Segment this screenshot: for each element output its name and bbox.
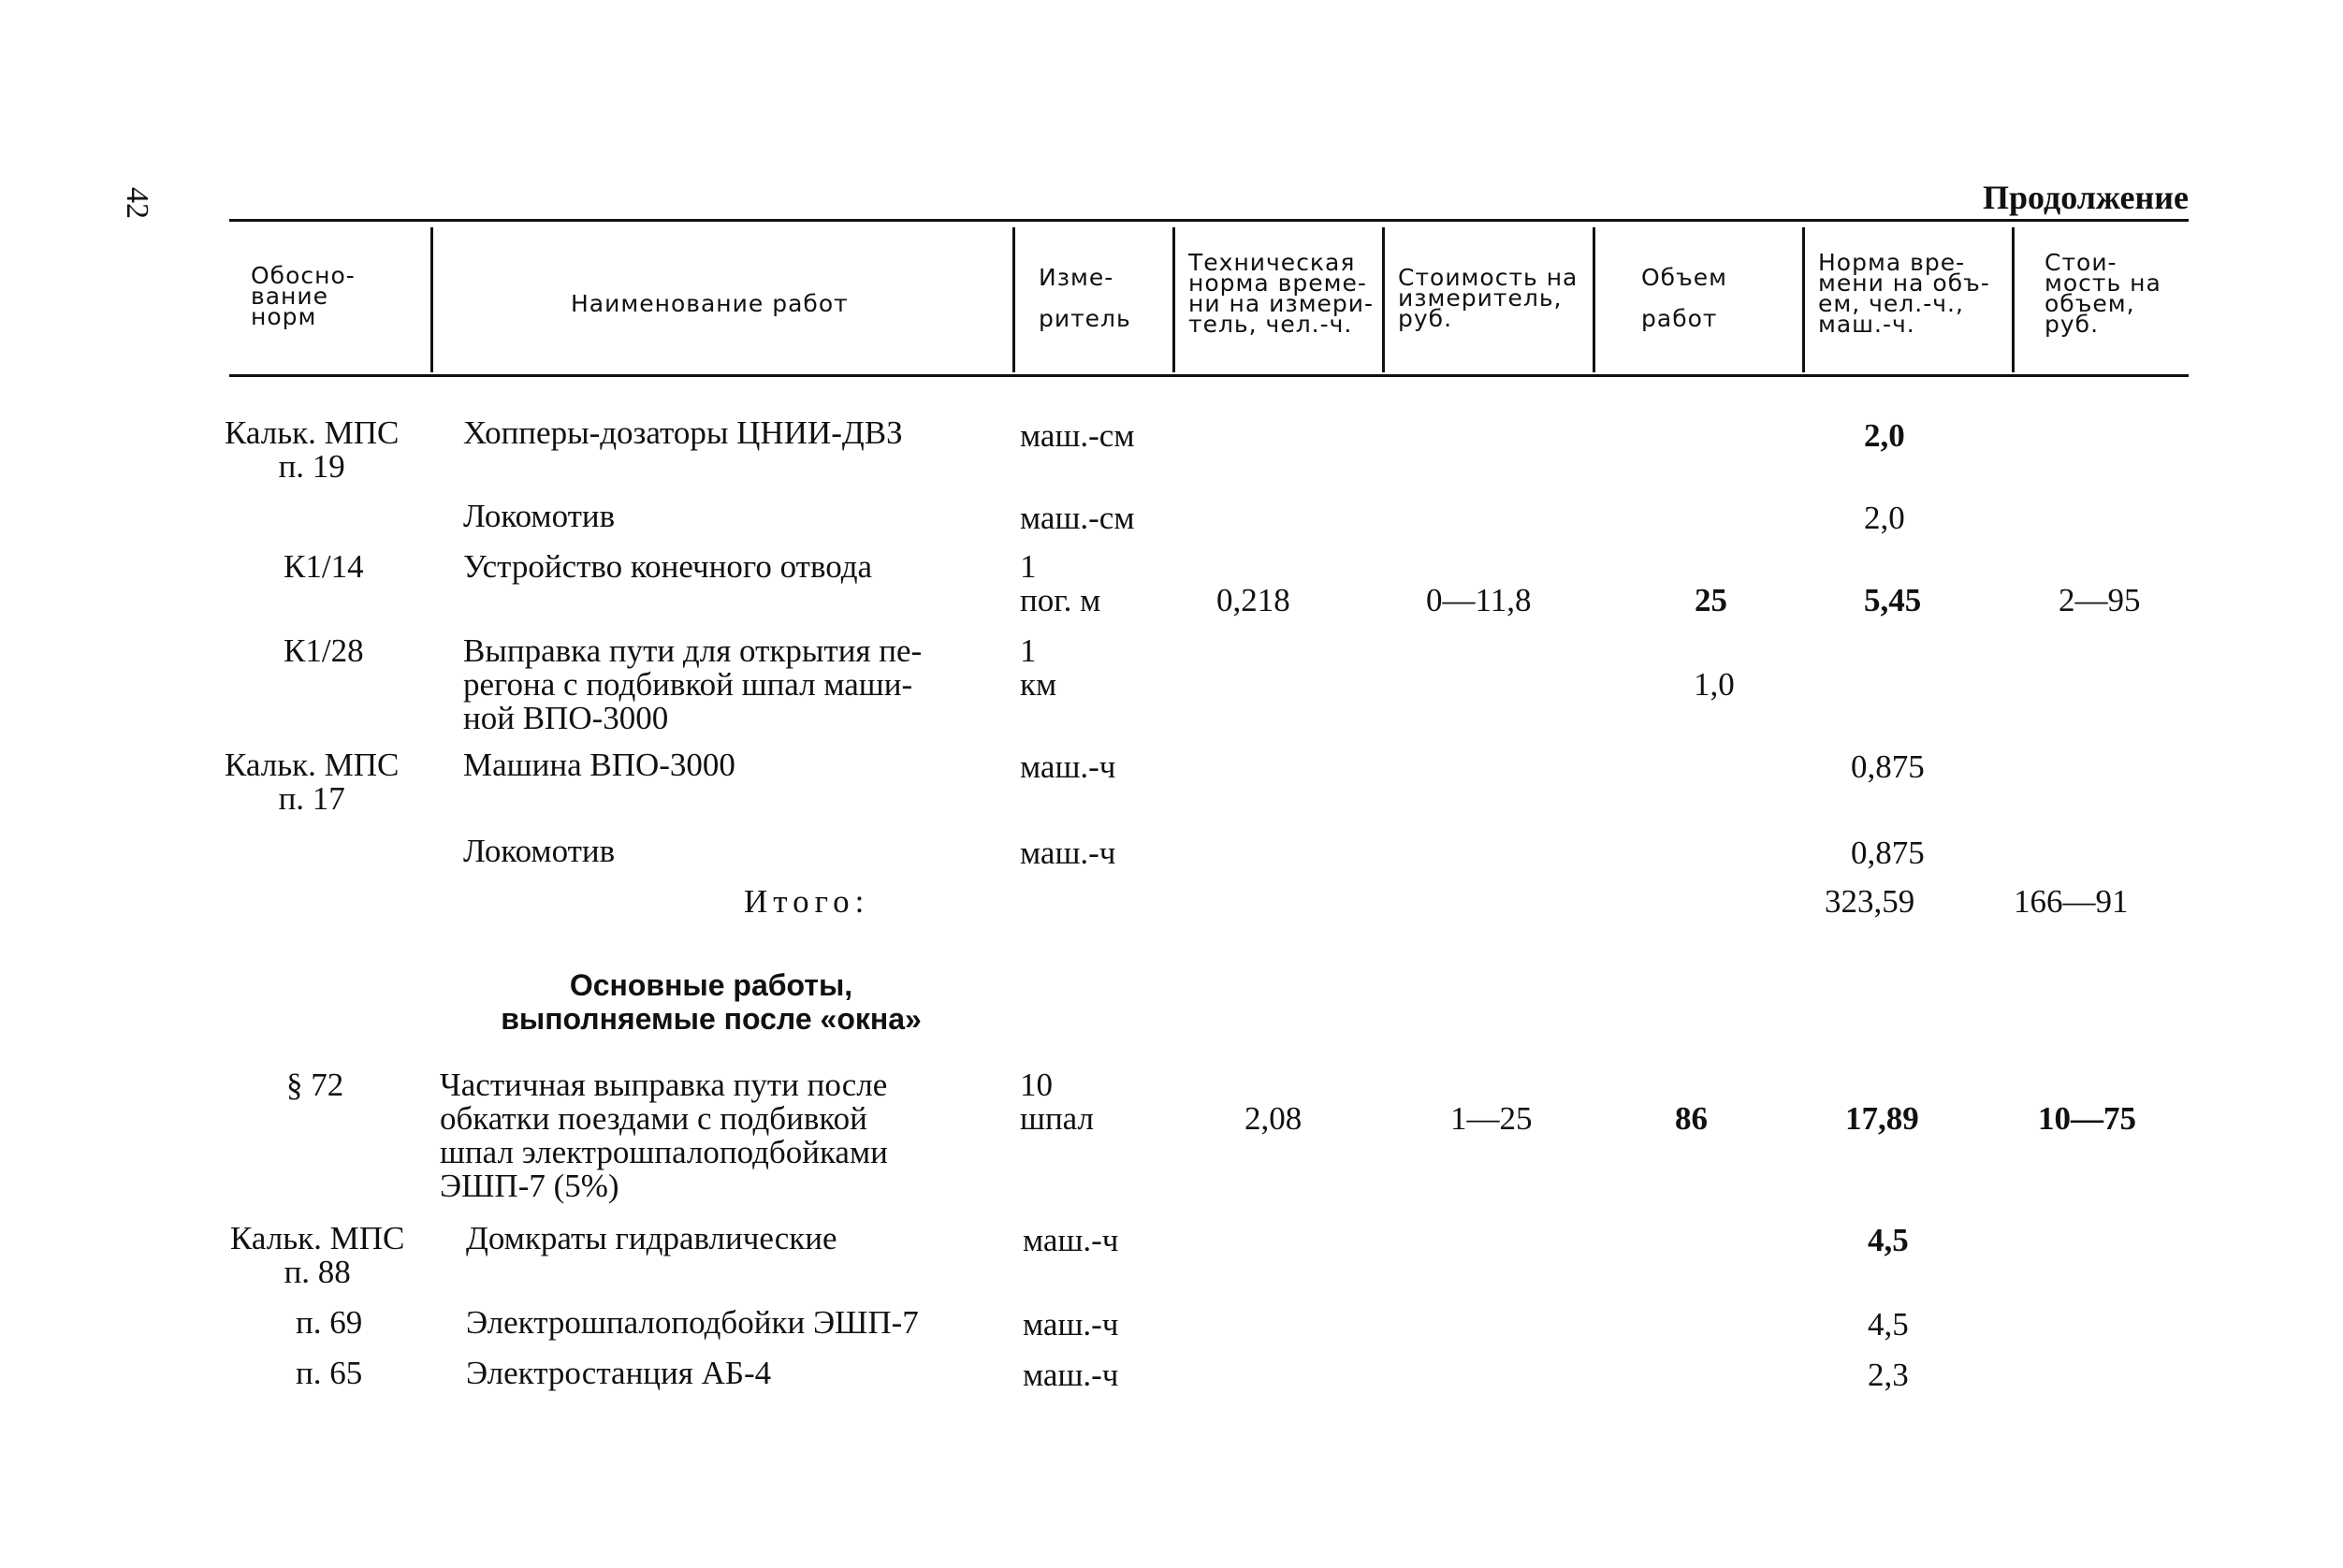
row-norm-volume: 2,3: [1868, 1357, 1909, 1393]
header-cost-volume: Стои- мость на объем, руб.: [2045, 249, 2161, 338]
row-cost-volume: 2—95: [2059, 582, 2141, 618]
total-norm-volume: 323,59: [1825, 883, 1915, 920]
row-norm-volume: 17,89: [1845, 1100, 1919, 1137]
continuation-label: Продолжение: [1983, 179, 2189, 216]
row-name: Хопперы-дозаторы ЦНИИ-ДВЗ: [463, 414, 903, 451]
col-divider: [1593, 227, 1595, 372]
col-divider: [1802, 227, 1805, 372]
row-basis: Кальк. МПС п. 88: [230, 1220, 405, 1290]
section-heading: Основные работы, выполняемые после «окна»: [501, 968, 922, 1036]
row-unit: маш.-ч: [1023, 1306, 1119, 1343]
row-cost-volume: 10—75: [2038, 1100, 2136, 1137]
row-name: Электростанция АБ-4: [466, 1355, 772, 1391]
row-name: Машина ВПО-3000: [463, 747, 735, 783]
page-number: 42: [120, 187, 154, 219]
row-name: Устройство конечного отвода: [463, 548, 873, 585]
row-name: Локомотив: [463, 833, 616, 869]
header-basis: Обосно- вание норм: [251, 262, 356, 330]
row-cost-unit: 0—11,8: [1426, 582, 1532, 618]
row-name: Электрошпалоподбойки ЭШП-7: [466, 1304, 919, 1341]
row-volume: 86: [1675, 1100, 1708, 1137]
row-basis: Кальк. МПС п. 17: [225, 747, 400, 817]
row-norm-volume: 5,45: [1864, 582, 1922, 618]
header-norm-volume: Норма вре- мени на объ- ем, чел.-ч., маш.-ч.: [1818, 249, 1990, 338]
row-tech-norm: 0,218: [1216, 582, 1290, 618]
row-unit: маш.-ч: [1020, 835, 1116, 871]
row-cost-unit: 1—25: [1450, 1100, 1533, 1137]
header-bottom-rule: [229, 374, 2189, 377]
header-volume: Объем работ: [1641, 264, 1727, 332]
row-unit: маш.-см: [1020, 417, 1135, 454]
row-name: Домкраты гидравлические: [466, 1220, 837, 1256]
row-basis: п. 69: [296, 1304, 363, 1341]
col-divider: [1172, 227, 1175, 372]
col-divider: [1382, 227, 1385, 372]
row-norm-volume: 0,875: [1851, 835, 1925, 871]
header-name: Наименование работ: [571, 290, 849, 317]
row-basis: Кальк. МПС п. 19: [225, 414, 400, 485]
row-basis: К1/14: [284, 548, 364, 585]
header-unit: Изме- ритель: [1039, 264, 1131, 332]
header-cost-unit: Стоимость на измеритель, руб.: [1398, 264, 1579, 332]
row-unit: маш.-ч: [1023, 1222, 1119, 1258]
row-basis: К1/28: [284, 632, 364, 669]
row-norm-volume: 4,5: [1868, 1306, 1909, 1343]
row-norm-volume: 2,0: [1864, 417, 1905, 454]
row-norm-volume: 2,0: [1864, 500, 1905, 536]
row-name: Частичная выправка пути после обкатки поездами с подбивкой шпал электрошпалоподбойками ЭШП-7 (5%): [440, 1067, 888, 1204]
header-tech-norm: Техническая норма време- ни на измери- тель, чел.-ч.: [1188, 249, 1375, 338]
col-divider: [1012, 227, 1015, 372]
row-volume: 25: [1695, 582, 1727, 618]
col-divider: [430, 227, 433, 372]
col-divider: [2012, 227, 2015, 372]
row-unit: маш.-ч: [1023, 1357, 1119, 1393]
total-label: Итого:: [744, 883, 870, 920]
row-unit: маш.-ч: [1020, 748, 1116, 785]
row-unit: 10 шпал: [1020, 1067, 1094, 1137]
row-basis: п. 65: [296, 1355, 363, 1391]
header-top-rule: [229, 219, 2189, 222]
row-tech-norm: 2,08: [1244, 1100, 1302, 1137]
row-basis: § 72: [286, 1067, 344, 1103]
row-volume: 1,0: [1694, 666, 1735, 703]
row-name: Локомотив: [463, 498, 616, 534]
row-norm-volume: 0,875: [1851, 748, 1925, 785]
row-unit: маш.-см: [1020, 500, 1135, 536]
row-norm-volume: 4,5: [1868, 1222, 1909, 1258]
row-unit: 1 км: [1020, 632, 1057, 703]
total-cost-volume: 166—91: [2014, 883, 2129, 920]
row-name: Выправка пути для открытия пе- регона с подбивкой шпал маши- ной ВПО-3000: [463, 632, 923, 736]
row-unit: 1 пог. м: [1020, 548, 1101, 618]
